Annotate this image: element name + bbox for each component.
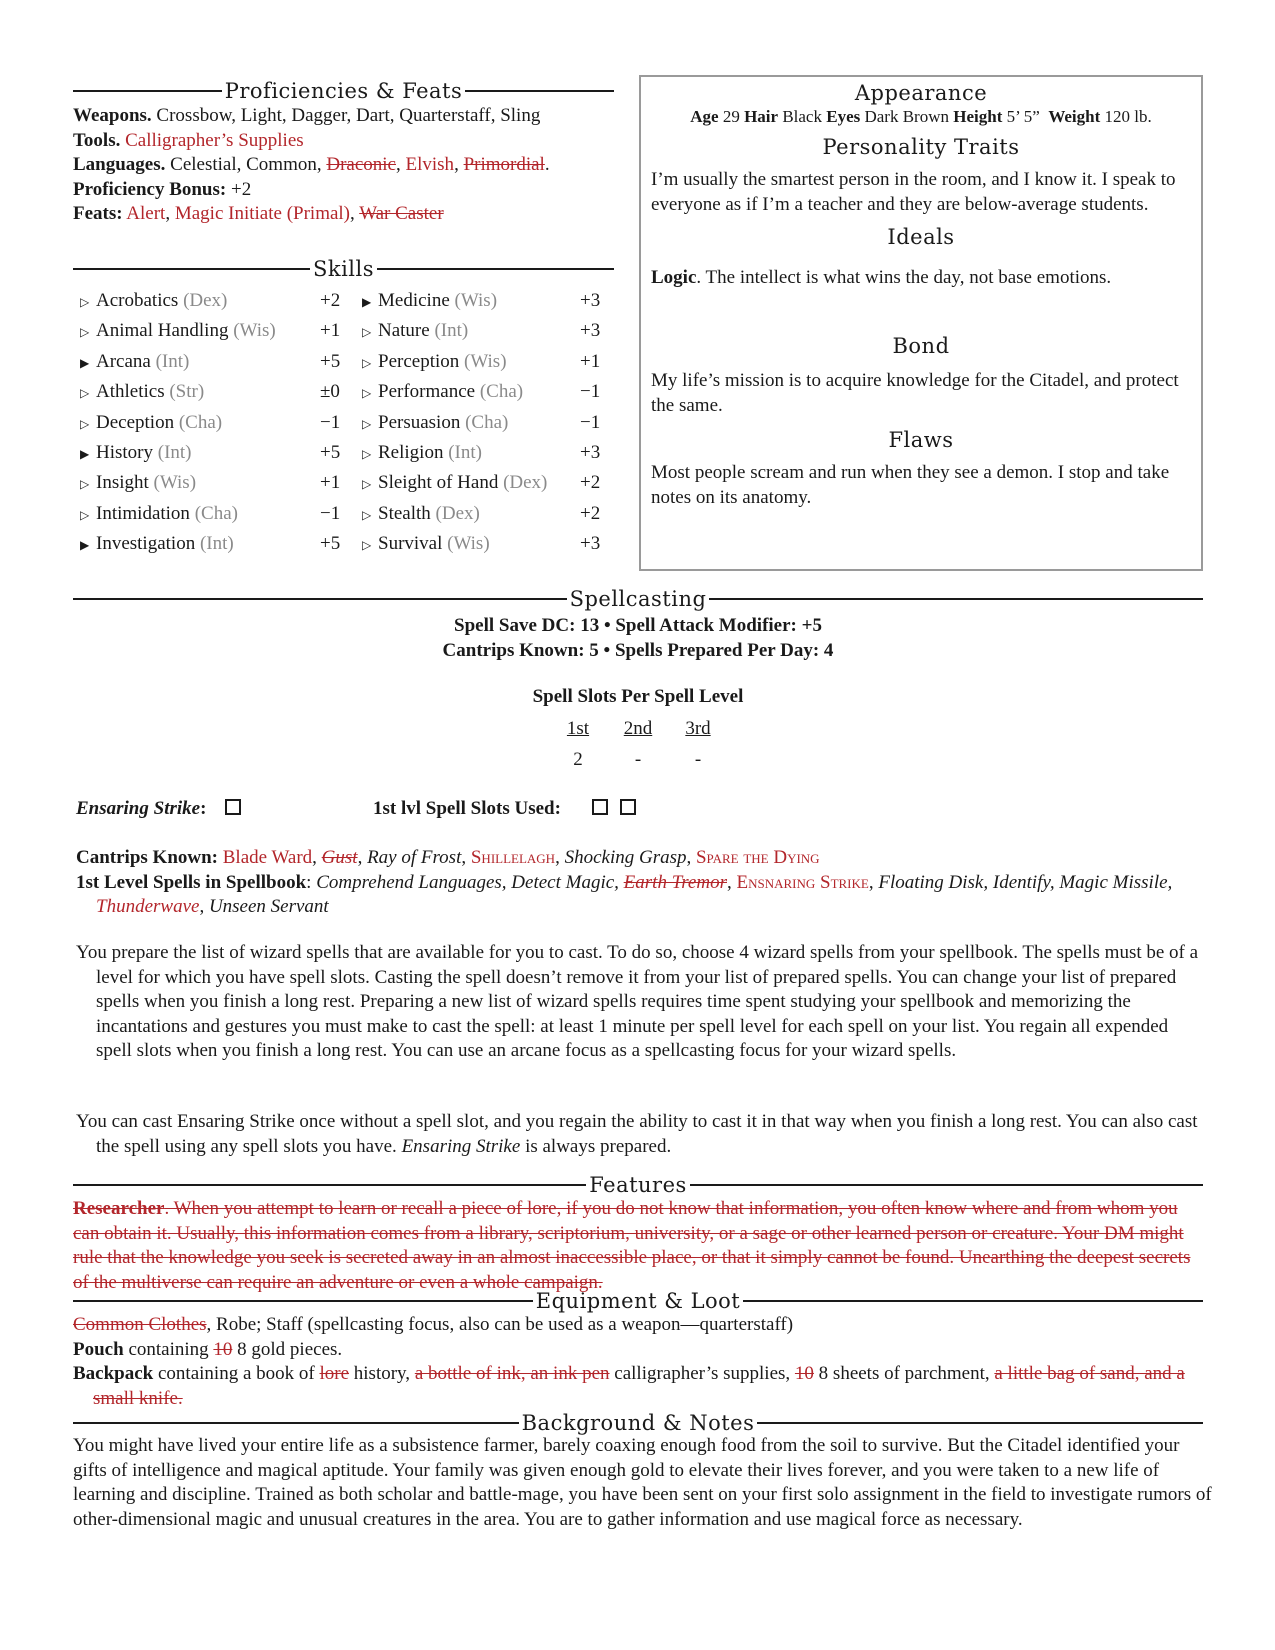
skill-ability: (Dex) xyxy=(183,290,228,311)
not-proficient-marker-icon: ▷ xyxy=(362,507,372,522)
skill-ability: (Str) xyxy=(169,381,205,403)
tools-line: Tools. Calligrapher’s Supplies xyxy=(73,129,304,151)
not-proficient-marker-icon: ▷ xyxy=(80,325,90,340)
skill-modifier: +3 xyxy=(580,533,601,555)
appearance-title: Appearance xyxy=(854,81,988,105)
skill-modifier: +3 xyxy=(580,320,601,342)
skill-row xyxy=(80,442,350,464)
skill-name: Nature xyxy=(378,320,430,342)
skill-modifier: +1 xyxy=(580,350,601,372)
skill-modifier: +5 xyxy=(320,442,341,463)
skill-name: Performance xyxy=(378,381,476,403)
skill-name: Deception xyxy=(96,411,175,433)
not-proficient-marker-icon: ▷ xyxy=(80,507,90,522)
proficiencies-block xyxy=(73,104,614,227)
skill-ability: (Int) xyxy=(448,442,482,463)
skill-ability: (Dex) xyxy=(503,472,548,494)
skill-row xyxy=(80,533,350,555)
skill-modifier: −1 xyxy=(320,411,341,433)
skill-modifier: −1 xyxy=(580,381,601,403)
skill-modifier: +3 xyxy=(580,290,601,311)
proficient-marker-icon: ▶ xyxy=(80,355,90,370)
appearance-box xyxy=(639,75,1203,571)
proficient-marker-icon: ▶ xyxy=(80,447,90,461)
weapons-line: Weapons. Crossbow, Light, Dagger, Dart, Quarterstaff, Sling xyxy=(73,105,541,126)
skill-row xyxy=(80,412,350,434)
skill-ability: (Wis) xyxy=(447,533,490,555)
skill-row xyxy=(80,290,350,312)
background-header: Background & Notes xyxy=(73,1411,1203,1435)
slot-used-checkbox-1[interactable] xyxy=(592,799,608,815)
not-proficient-marker-icon: ▷ xyxy=(362,538,372,553)
not-proficient-marker-icon: ▷ xyxy=(362,355,372,370)
feats-line: Feats: Alert, Magic Initiate (Primal), War Caster xyxy=(73,203,444,224)
skill-row xyxy=(80,320,350,342)
backpack-line: Backpack containing a book of lore history, a bottle of ink, an ink pen calligrapher’s supplies, 10 8 sheets of parchment, a little bag of sand, and a small knife. xyxy=(73,1363,1185,1409)
slot-count-1: 2 xyxy=(573,749,583,770)
not-proficient-marker-icon: ▷ xyxy=(362,477,372,492)
skill-ability: (Int) xyxy=(199,533,234,555)
skill-name: Investigation xyxy=(96,533,196,555)
skills-header: Skills xyxy=(73,257,614,281)
skill-ability: (Cha) xyxy=(465,411,509,433)
equipment-list xyxy=(73,1313,1203,1411)
skill-modifier: +2 xyxy=(580,502,601,524)
not-proficient-marker-icon: ▷ xyxy=(80,416,90,431)
skill-ability: (Wis) xyxy=(454,290,498,311)
proficiency-bonus-line: Proficiency Bonus: +2 xyxy=(73,178,252,200)
skill-name: Arcana xyxy=(96,350,151,372)
bond-text: My life’s mission is to acquire knowledge for the Citadel, and protect the same. xyxy=(651,370,1179,416)
spellbook-line: 1st Level Spells in Spellbook: Comprehend Languages, Detect Magic, Earth Tremor, Ensnaring Strike, Floating Disk, Identify, Magic Missile, Thunderwave, Unseen Servant xyxy=(76,871,1173,917)
appearance-stats: Age 29 Hair Black Eyes Dark Brown Height 5’ 5” Weight 120 lb. xyxy=(690,107,1152,126)
cantrips-line: Cantrips Known: Blade Ward, Gust, Ray of Frost, Shillelagh, Shocking Grasp, Spare the Dying xyxy=(76,847,820,868)
skill-modifier: +1 xyxy=(320,472,341,494)
skill-row xyxy=(80,351,350,373)
skill-ability: (Cha) xyxy=(194,502,238,524)
ideals-title: Ideals xyxy=(887,225,955,249)
not-proficient-marker-icon: ▷ xyxy=(362,447,372,461)
spell-stats xyxy=(73,613,1203,663)
slot-count-3: - xyxy=(694,749,702,770)
clothing-line: Common Clothes, Robe; Staff (spellcasting focus, also can be used as a weapon—quarterstaff) xyxy=(73,1314,794,1335)
skill-modifier: −1 xyxy=(580,411,601,433)
skill-name: Athletics xyxy=(96,381,165,403)
skill-modifier: +2 xyxy=(580,472,601,494)
ensnaring-checkbox[interactable] xyxy=(225,799,241,815)
skill-modifier: +1 xyxy=(320,320,341,342)
skill-ability: (Cha) xyxy=(479,381,524,403)
slot-level-3: 3rd xyxy=(685,718,711,739)
skill-row xyxy=(80,503,350,525)
ensnaring-text: You can cast Ensaring Strike once without a spell slot, and you regain the ability to cast it in that way when you finish a long rest. You can also cast the spell using any spell slots you have. Ensaring Strike is always prepared. xyxy=(76,1111,1198,1157)
skill-name: Medicine xyxy=(378,290,450,311)
researcher-feature: Researcher. When you attempt to learn or recall a piece of lore, if you do not know that information, you often know where and from whom you can obtain it. Usually, this information comes from a library, scriptorium, university, or a sage or other learned person or creature. Your DM might rule that the knowledge you seek is secreted away in an almost inaccessible place, or that it simply cannot be found. Unearthing the deepest secrets of the multiverse can require an adventure or even a whole campaign. xyxy=(73,1198,1191,1293)
skill-name: Insight xyxy=(96,472,149,494)
skill-modifier: +2 xyxy=(320,290,341,311)
slot-used-checkbox-2[interactable] xyxy=(620,799,636,815)
skill-modifier: +3 xyxy=(580,442,601,463)
spell-lists xyxy=(76,846,1206,920)
personality-traits-text: I’m usually the smartest person in the room, and I know it. I speak to everyone as if I’m a teacher and they are below-average students. xyxy=(651,169,1176,215)
not-proficient-marker-icon: ▷ xyxy=(80,386,90,401)
spellcasting-header: Spellcasting xyxy=(73,587,1203,611)
skill-ability: (Int) xyxy=(434,320,469,342)
background-text: You might have lived your entire life as a subsistence farmer, barely coaxing enough food from the soil to survive. But the Citadel identified your gifts of intelligence and magical aptitude. Your family was given enough gold to elevate their lives forever, and you were taken to a new life of learning and discipline. Trained as both scholar and battle-mage, you have been sent on your first solo assignment in the field to investigate rumors of other-dimensional magic and unusual creatures in the area. You are to gather information and use magical force as necessary. xyxy=(73,1435,1212,1530)
flaws-text: Most people scream and run when they see a demon. I stop and take notes on its anatomy. xyxy=(651,462,1170,508)
not-proficient-marker-icon: ▷ xyxy=(362,416,372,431)
slots-used-tracker: 1st lvl Spell Slots Used: xyxy=(373,797,636,822)
skill-ability: (Wis) xyxy=(464,350,507,372)
ideals-text: Logic. The intellect is what wins the day, not base emotions. xyxy=(651,267,1112,288)
skill-ability: (Dex) xyxy=(435,502,480,524)
spell-slot-counts xyxy=(73,749,1203,771)
skill-name: Intimidation xyxy=(96,502,190,524)
not-proficient-marker-icon: ▷ xyxy=(80,477,90,492)
skill-name: Sleight of Hand xyxy=(378,472,499,494)
skill-modifier: +5 xyxy=(320,533,341,555)
skill-modifier: −1 xyxy=(320,502,341,524)
proficient-marker-icon: ▶ xyxy=(362,295,372,309)
prepare-spells-paragraph xyxy=(76,941,1206,1064)
prepare-spells-text: You prepare the list of wizard spells that are available for you to cast. To do so, choose 4 wizard spells from your spellbook. The spells must be of a level for which you have spell slots. Casting the spell doesn’t remove it from your list of prepared spells. You can change your list of prepared spells when you finish a long rest. Preparing a new list of wizard spells requires time spent studying your spellbook and memorizing the incantations and gestures you must make to cast the spell: at least 1 minute per spell level for each spell on your list. You regain all expended spell slots when you finish a long rest. You can use an arcane focus as a spellcasting focus for your wizard spells. xyxy=(76,942,1199,1061)
languages-line: Languages. Celestial, Common, Draconic, Elvish, Primordial. xyxy=(73,154,550,175)
skill-modifier: +5 xyxy=(320,350,341,372)
skill-name: Perception xyxy=(378,350,460,372)
slot-level-2: 2nd xyxy=(623,718,653,739)
bond-title: Bond xyxy=(892,334,950,358)
skill-row xyxy=(80,381,350,403)
ensnaring-strike-tracker: Ensaring Strike: xyxy=(76,797,241,822)
not-proficient-marker-icon: ▷ xyxy=(80,295,90,309)
skill-ability: (Int) xyxy=(155,350,190,372)
skill-name: Acrobatics xyxy=(96,290,179,311)
skill-name: Animal Handling xyxy=(96,320,229,342)
skill-name: Survival xyxy=(378,533,443,555)
skill-ability: (Wis) xyxy=(153,472,197,494)
skill-name: Religion xyxy=(378,442,444,463)
spell-save-line: Spell Save DC: 13 • Spell Attack Modifier: +5 xyxy=(454,615,822,636)
proficiencies-header: Proficiencies & Feats xyxy=(73,79,614,103)
personality-traits-title: Personality Traits xyxy=(822,135,1020,159)
skill-name: Stealth xyxy=(378,502,431,524)
features-header: Features xyxy=(73,1173,1203,1197)
pouch-line: Pouch containing 10 8 gold pieces. xyxy=(73,1338,343,1360)
spell-slots-title: Spell Slots Per Spell Level xyxy=(532,686,744,707)
skill-ability: (Int) xyxy=(157,442,192,463)
proficient-marker-icon: ▶ xyxy=(80,538,90,553)
not-proficient-marker-icon: ▷ xyxy=(362,386,372,401)
slot-level-1: 1st xyxy=(566,718,590,739)
spell-slot-levels xyxy=(73,718,1203,740)
ensnaring-paragraph xyxy=(76,1110,1206,1159)
slot-count-2: - xyxy=(634,749,642,770)
skill-name: History xyxy=(96,442,153,463)
skill-row xyxy=(80,472,350,494)
cantrips-known-line: Cantrips Known: 5 • Spells Prepared Per Day: 4 xyxy=(442,640,834,661)
not-proficient-marker-icon: ▷ xyxy=(362,325,372,340)
flaws-title: Flaws xyxy=(888,428,954,452)
skill-name: Persuasion xyxy=(378,411,461,433)
skill-ability: (Cha) xyxy=(178,411,223,433)
equipment-header: Equipment & Loot xyxy=(73,1289,1203,1313)
skill-modifier: ±0 xyxy=(320,381,340,403)
skill-ability: (Wis) xyxy=(233,320,276,342)
